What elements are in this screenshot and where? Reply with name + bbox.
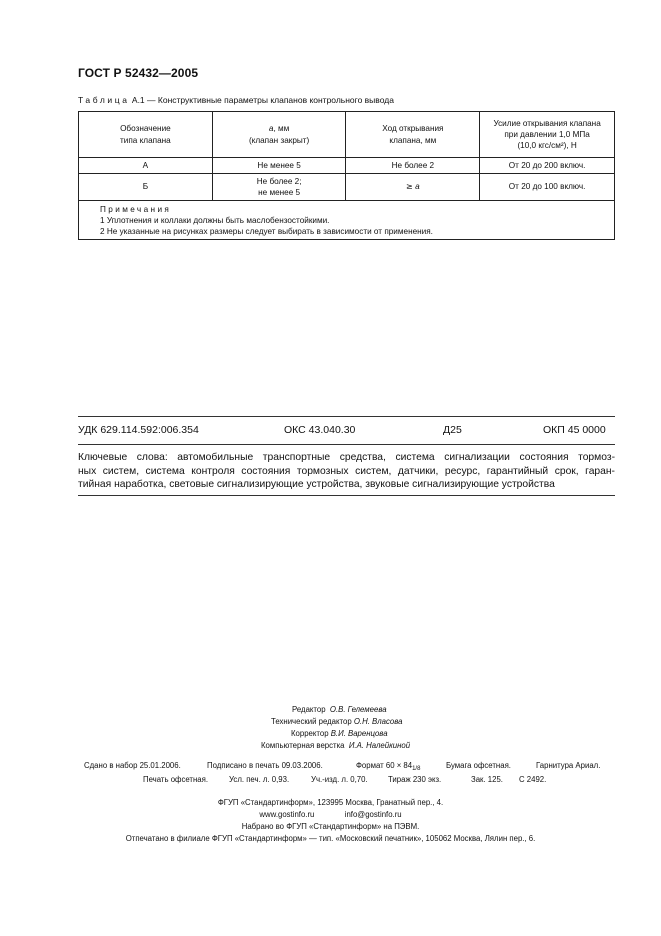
table-header-row	[79, 112, 615, 158]
top-divider	[78, 416, 615, 417]
pub-set: Сдано в набор 25.01.2006.	[84, 761, 181, 770]
keywords-divider	[78, 495, 615, 496]
credit-proofreader: Корректор В.И. Варенцова	[291, 729, 388, 738]
cell-type: Б	[79, 174, 213, 201]
pub-signed: Подписано в печать 09.03.2006.	[207, 761, 323, 770]
pub-conv: Усл. печ. л. 0,93.	[229, 775, 290, 784]
printer-contacts	[0, 810, 661, 819]
oks-code: ОКС 43.040.30	[284, 424, 356, 436]
printer-typeset: Набрано во ФГУП «Стандартинформ» на ПЭВМ.	[241, 822, 420, 831]
header-cell-force: Усилие открывания клапана при давлении 1,0 МПа (10,0 кгс/см²), Н	[480, 112, 615, 158]
cell-type: А	[79, 158, 213, 174]
table-caption	[78, 95, 394, 105]
header-cell-stroke: Ход открывания клапана, мм	[346, 112, 480, 158]
d-code: Д25	[443, 424, 462, 436]
valve-parameters-table	[78, 111, 615, 240]
cell-force: От 20 до 100 включ.	[480, 174, 615, 201]
credit-tech-editor: Технический редактор О.Н. Власова	[271, 717, 403, 726]
table-notes-row	[79, 201, 615, 240]
header-cell-a: а, мм (клапан закрыт)	[212, 112, 346, 158]
printer-address: ФГУП «Стандартинформ», 123995 Москва, Гранатный пер., 4.	[217, 798, 444, 807]
keywords-line: ных систем, система контроля состояния тормозных систем, датчики, ресурс, гарантийный срок, гаран-	[78, 465, 615, 477]
keywords-line: Ключевые слова: автомобильные транспортные средства, система сигнализации состояния тормоз-	[78, 452, 615, 463]
pub-format: Формат $60 \times 84_{1/8}$	[356, 761, 421, 772]
pub-paper: Бумага офсетная.	[446, 761, 511, 770]
printer-site-link[interactable]: www.gostinfo.ru	[259, 810, 315, 819]
credit-layout: Компьютерная верстка И.А. Налейкиной	[261, 741, 411, 750]
cell-a: Не более 2; не менее 5	[212, 174, 346, 201]
header-cell-type: Обозначение типа клапана	[79, 112, 213, 158]
pub-print: Печать офсетная.	[143, 775, 209, 784]
pub-run: Тираж 230 экз.	[388, 775, 442, 784]
pub-order: Зак. 125.	[471, 775, 503, 784]
table-row	[79, 174, 615, 201]
udk-code: УДК 629.114.592:006.354	[78, 424, 199, 436]
table-notes	[79, 201, 615, 240]
okp-code: ОКП 45 0000	[543, 424, 606, 436]
printer-email-link[interactable]: info@gostinfo.ru	[344, 810, 402, 819]
keywords-line: тийная наработка, световые сигнализирующие устройства, звуковые сигнализирующие устройства	[78, 479, 555, 490]
pub-page: С 2492.	[519, 775, 547, 784]
notes-title: Примечания	[100, 205, 172, 214]
keywords	[78, 451, 615, 492]
credit-editor: Редактор О.В. Гелемеева	[292, 705, 387, 714]
cell-a: Не менее 5	[212, 158, 346, 174]
printer-printed: Отпечатано в филиале ФГУП «Стандартинформ» — тип. «Московский печатник», 105062 Москва, Лялин пер., 6.	[125, 834, 536, 843]
table-caption-word: Таблица	[78, 95, 130, 105]
pub-typeface: Гарнитура Ариал.	[536, 761, 601, 770]
note-item: 2 Не указанные на рисунках размеры следует выбирать в зависимости от применения.	[100, 227, 433, 237]
pub-pub: Уч.-изд. л. 0,70.	[311, 775, 368, 784]
cell-stroke: Не более 2	[346, 158, 480, 174]
table-row	[79, 158, 615, 174]
table-caption-text: А.1 — Конструктивные параметры клапанов контрольного вывода	[131, 95, 394, 105]
cell-stroke: ≥ а	[346, 174, 480, 201]
standard-header: ГОСТ Р 52432—2005	[78, 66, 199, 80]
cell-force: От 20 до 200 включ.	[480, 158, 615, 174]
biblio-divider	[78, 444, 615, 445]
note-item: 1 Уплотнения и коллаки должны быть маслобензостойкими.	[100, 216, 330, 226]
